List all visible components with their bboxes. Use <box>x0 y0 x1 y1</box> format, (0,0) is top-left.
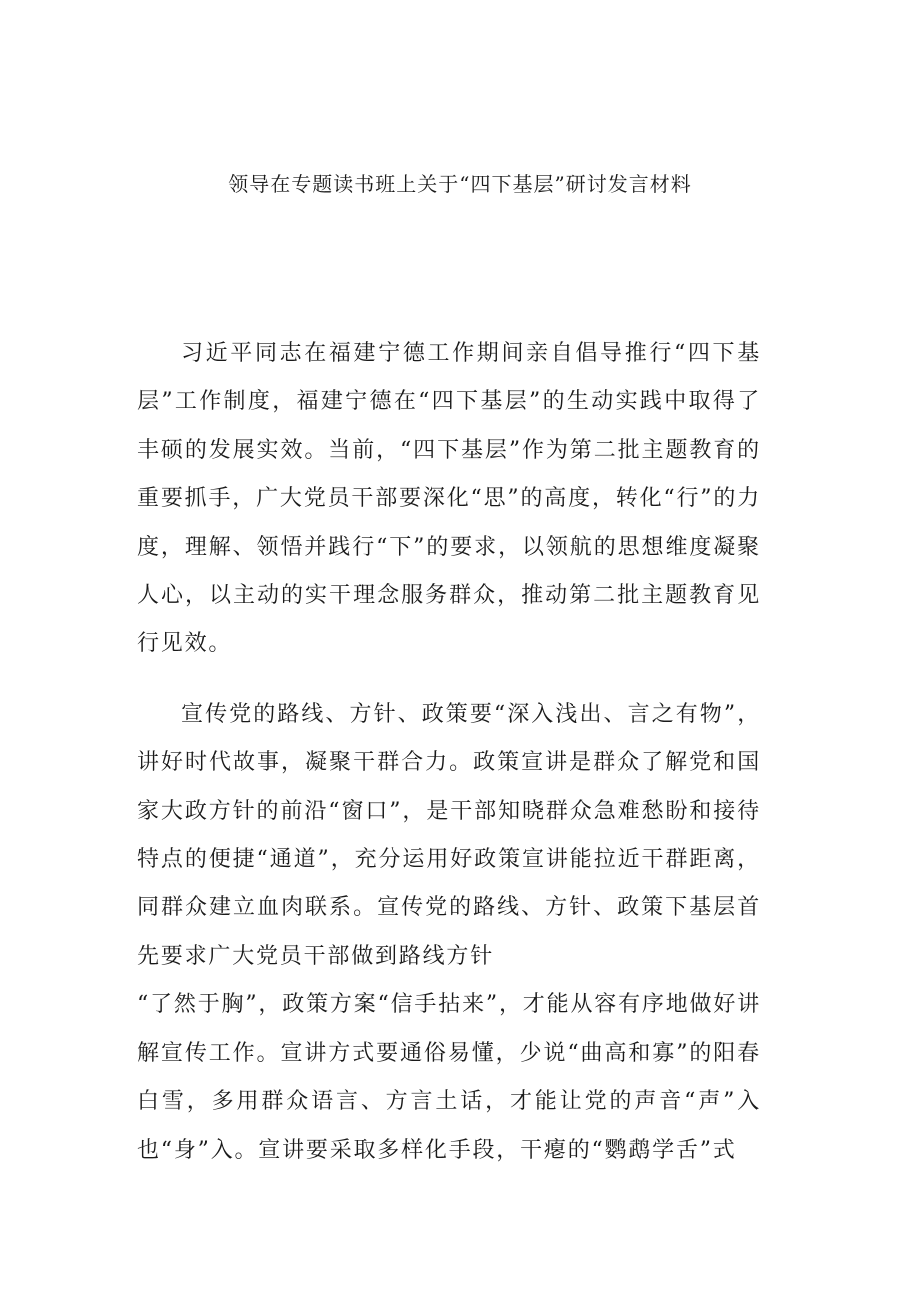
paragraph: 习近平同志在福建宁德工作期间亲自倡导推行“四下基层”工作制度，福建宁德在“四下基层”的生动实践中取得了丰硕的发展实效。当前，“四下基层”作为第二批主题教育的重要抓手，广大党员干部要深化“思”的高度，转化“行”的力度，理解、领悟并践行“下”的要求，以领航的思想维度凝聚人心，以主动的实干理念服务群众，推动第二批主题教育见行见效。 <box>137 341 761 657</box>
paragraph: 宣传党的路线、方针、政策要“深入浅出、言之有物”，讲好时代故事，凝聚干群合力。政策宣讲是群众了解党和国家大政方针的前沿“窗口”，是干部知晓群众急难愁盼和接待特点的便捷“通道”，充分运用好政策宣讲能拉近干群距离，同群众建立血肉联系。宣传党的路线、方针、政策下基层首先要求广大党员干部做到路线方针 <box>137 701 761 969</box>
document-title: 领导在专题读书班上关于“四下基层”研讨发言材料 <box>228 172 692 196</box>
document-body <box>137 330 761 1175</box>
paragraph: “了然于胸”，政策方案“信手拈来”，才能从容有序地做好讲解宣传工作。宣讲方式要通俗易懂，少说“曲高和寡”的阳春白雪，多用群众语言、方言土话，才能让党的声音“声”入也“身”入。宣讲要采取多样化手段，干瘪的“鹦鹉学舌”式 <box>137 992 761 1163</box>
